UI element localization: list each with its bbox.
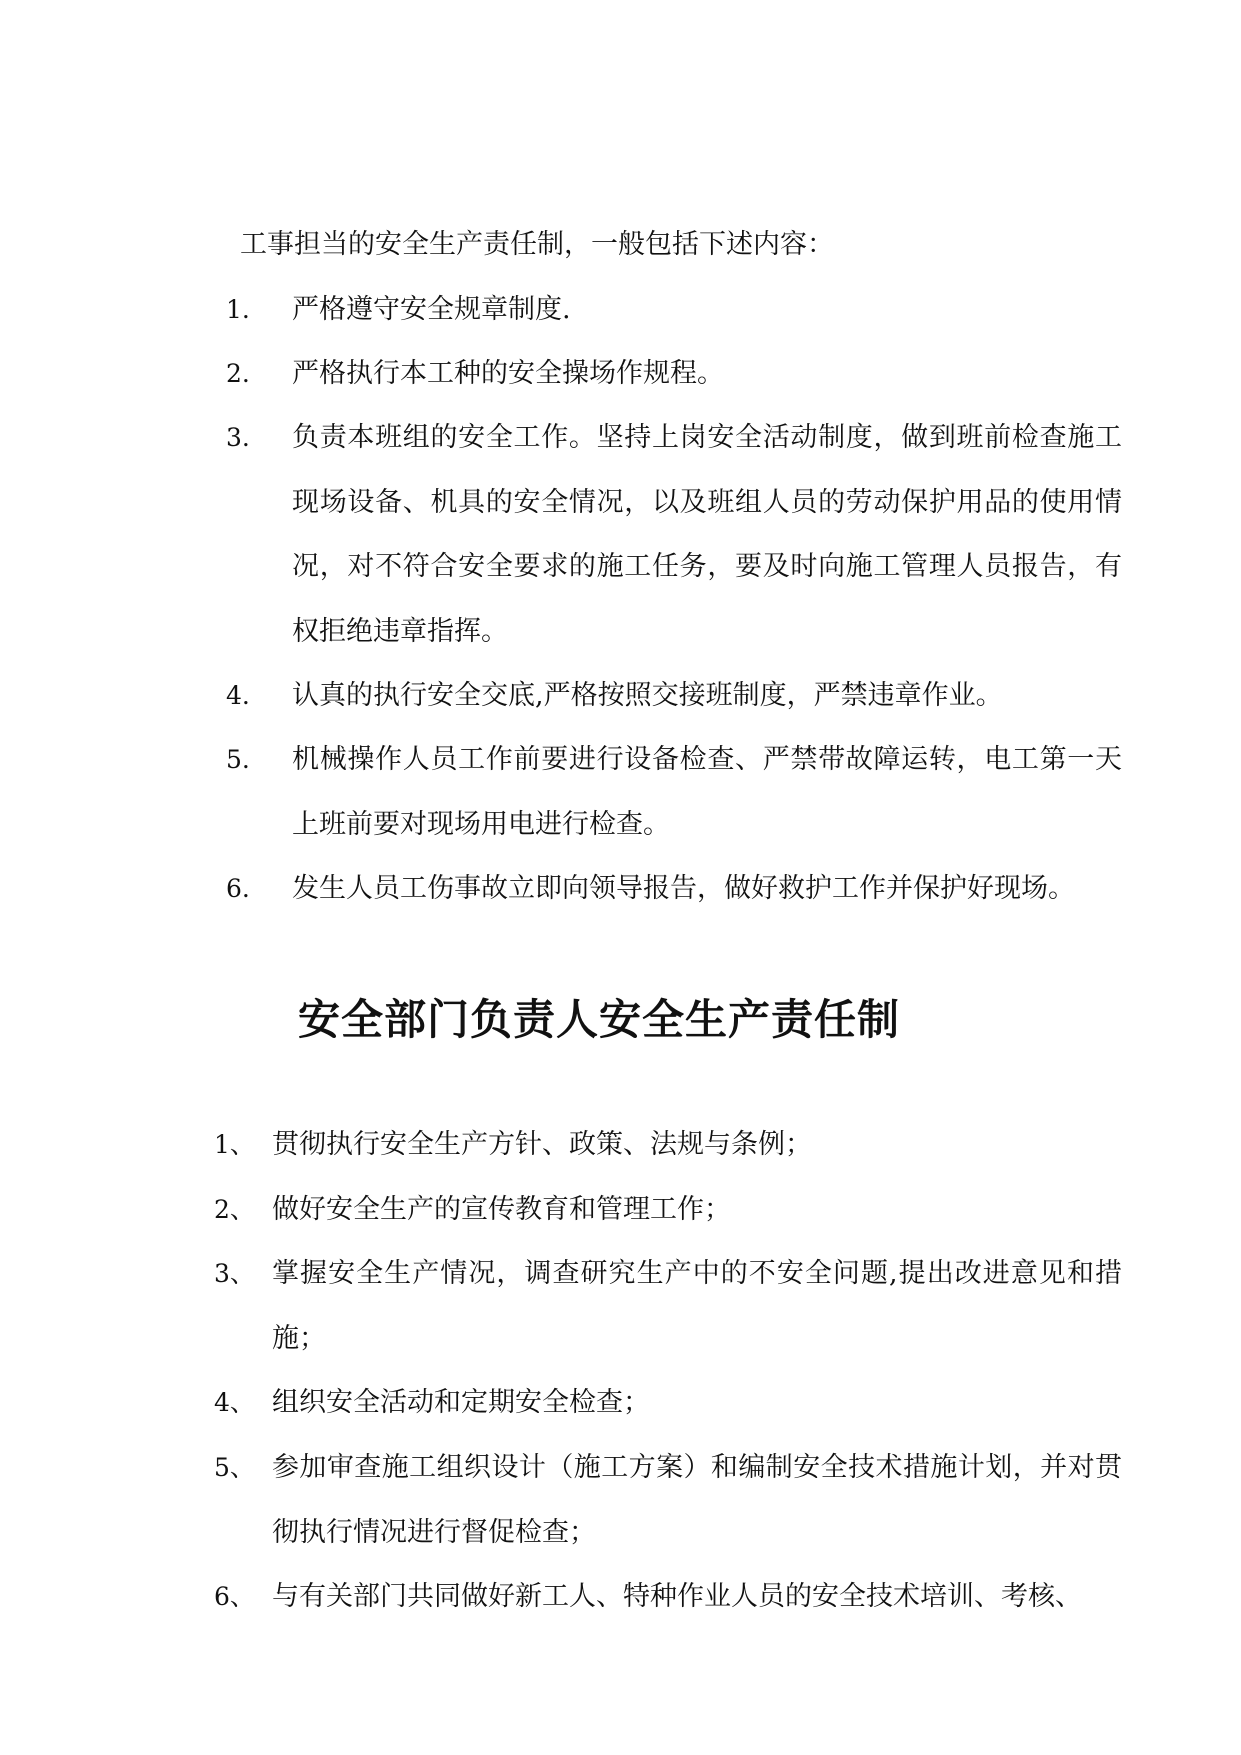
item-text: 严格执行本工种的安全操场作规程。 — [292, 358, 724, 389]
item-number: 3. — [226, 423, 250, 452]
item-number: 2、 — [214, 1195, 255, 1224]
item-number: 5、 — [214, 1453, 255, 1482]
item-number: 1、 — [214, 1130, 255, 1159]
item-number: 5. — [226, 745, 250, 774]
section1-intro: 工事担当的安全生产责任制，一般包括下述内容： — [240, 229, 834, 260]
item-text: 做好安全生产的宣传教育和管理工作； — [272, 1194, 731, 1225]
item-text: 贯彻执行安全生产方针、政策、法规与条例； — [272, 1129, 812, 1160]
item-text: 发生人员工伤事故立即向领导报告，做好救护工作并保护好现场。 — [292, 873, 1075, 904]
item-text: 参加审查施工组织设计（施工方案）和编制安全技术措施计划，并对贯彻执行情况进行督促检查； — [272, 1452, 1122, 1548]
item-text: 负责本班组的安全工作。坚持上岗安全活动制度，做到班前检查施工现场设备、机具的安全情况，以及班组人员的劳动保护用品的使用情况，对不符合安全要求的施工任务，要及时向施工管理人员报告，有权拒绝违章指挥。 — [292, 422, 1122, 647]
item-number: 6、 — [214, 1582, 255, 1611]
item-number: 4. — [226, 681, 250, 710]
item-text: 机械操作人员工作前要进行设备检查、严禁带故障运转，电工第一天上班前要对现场用电进行检查。 — [292, 744, 1122, 840]
item-number: 1. — [226, 295, 250, 324]
section2-title: 安全部门负责人安全生产责任制 — [298, 995, 901, 1044]
item-text: 组织安全活动和定期安全检查； — [272, 1387, 650, 1418]
item-number: 2. — [226, 359, 250, 388]
item-number: 6. — [226, 874, 250, 903]
item-text: 与有关部门共同做好新工人、特种作业人员的安全技术培训、考核、 — [272, 1581, 1082, 1612]
item-text: 掌握安全生产情况，调查研究生产中的不安全问题,提出改进意见和措施； — [272, 1258, 1122, 1354]
item-text: 认真的执行安全交底,严格按照交接班制度，严禁违章作业。 — [292, 680, 1003, 711]
item-number: 3、 — [214, 1259, 255, 1288]
item-text: 严格遵守安全规章制度. — [292, 294, 571, 325]
item-number: 4、 — [214, 1388, 255, 1417]
